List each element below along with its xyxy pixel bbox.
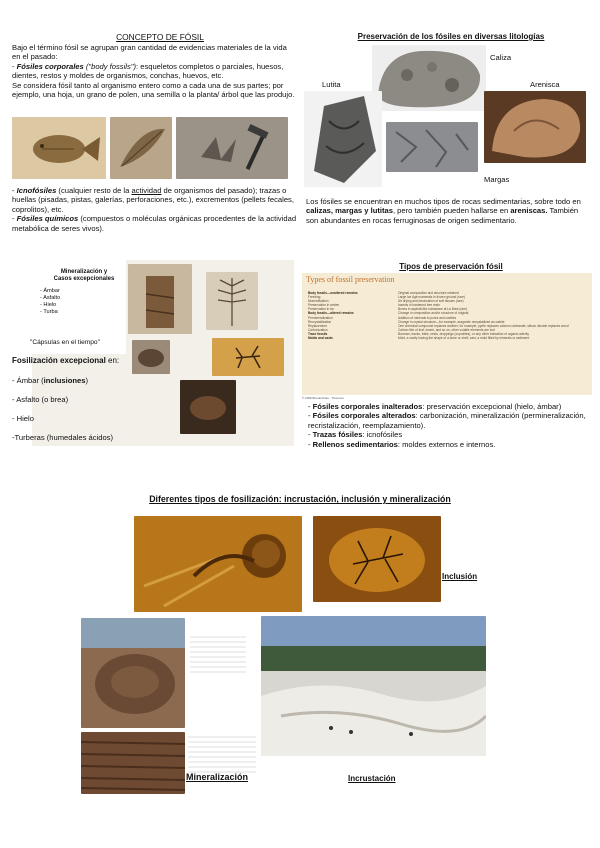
tipos-list xyxy=(308,402,592,449)
figure-title-1: Mineralización y xyxy=(60,269,108,275)
litologias-bold-2: areniscas. xyxy=(510,206,548,216)
amber-insect-photo xyxy=(212,338,284,376)
leaf-fossil-photo xyxy=(110,117,172,179)
mineral-figure-notes xyxy=(188,736,256,776)
whole-organism-text: Se considera fósil tanto al organismo entero como a cada una de sus partes; por ejemplo, una hoja, un grano de polen, una semilla o la planta/ árbol que las produjo. xyxy=(12,80,295,100)
table-cell-type: Replacement xyxy=(308,323,327,328)
amber-mosquito-photo xyxy=(313,516,441,602)
tipos-item: - Fósiles corporales inalterados: preservación excepcional (hielo, ámbar) xyxy=(308,402,562,411)
dinosaur-track-photo xyxy=(176,117,288,179)
figure-title-2: Casos excepcionales xyxy=(53,276,115,282)
table-cell-description: Bones in asphalt-like substance at La Brea (rare) xyxy=(398,307,468,312)
concepto-intro: Bajo el término fósil se agrupan gran cantidad de evidencias materiales de la vida en el pasado: xyxy=(12,43,287,62)
icno-link[interactable]: actividad xyxy=(131,186,162,195)
table-cell-description: Air drying and desiccation of soft tissues (rare) xyxy=(398,299,464,304)
exceptional-heading xyxy=(12,356,142,366)
table-cell-type: Recrystallization xyxy=(308,319,332,324)
table-cell-description: Mold, a cavity having the shape of a bone or shell; cast, a mold filled by minerals or sediment xyxy=(398,336,530,341)
amber-after: ) xyxy=(85,376,88,385)
fish-fossil-photo xyxy=(12,117,106,179)
mineralizacion-label: Mineralización xyxy=(186,772,249,782)
preservation-table xyxy=(302,273,592,395)
inclusion-label: Inclusión xyxy=(442,572,478,581)
litologias-text-c: También son abundantes en rocas ferruginosas de origen sedimentario. xyxy=(306,206,579,225)
lutita-label: Lutita xyxy=(322,80,341,89)
table-cell-type: Preservation in tar xyxy=(308,307,334,312)
tipos-item-label: Fósiles corporales inalterados xyxy=(312,402,423,411)
tipos-item-text: : moldes externos e internos. xyxy=(397,439,496,449)
chem-text: (compuestos o moléculas orgánicas procedentes de la actividad metabólica de seres vivos). xyxy=(12,214,297,233)
exceptional-item-ice: - Hielo xyxy=(12,414,34,423)
tipos-item: - Rellenos sedimentarios: moldes externos e internos. xyxy=(308,439,496,449)
icno-text: - Icnofósiles (cualquier resto de la actividad de organismos del pasado); trazas o huellas (pisadas, pistas, galerías, perforaciones, etc.), excrementos (pellets fecales, coprolitos), etc. - Fósiles químicos (compuestos o moléculas orgánicas procedentes de la actividad metabólica de seres vivos). xyxy=(12,186,297,233)
table-cell-type: Permineralization xyxy=(308,315,333,320)
incrustacion-label: Incrustación xyxy=(348,774,396,783)
arenisca-photo xyxy=(484,91,586,163)
exceptional-item-peat: -Turberas (humedales ácidos) xyxy=(12,433,114,442)
caliza-photo xyxy=(372,45,486,111)
wood-grain-photo xyxy=(81,732,185,794)
body-fossils-en: ("body fossils") xyxy=(85,61,136,71)
table-cell-description: Addition of minerals to pores and cavities xyxy=(398,315,457,320)
table-cell-description: Large Ice Age mammals in frozen ground (rare) xyxy=(398,295,465,300)
figure-item: - Ámbar xyxy=(40,288,60,294)
body-fossils-label: Fósiles corporales xyxy=(16,61,84,71)
litologias-text-b: , pero también pueden hallarse en xyxy=(392,206,511,216)
table-credit: © 2006 Brooks/Cole - Thomson xyxy=(302,396,345,400)
table-cell-type: Body fossils—altered remains xyxy=(308,311,354,316)
lutita-photo xyxy=(304,91,382,187)
figure-title xyxy=(44,269,124,283)
table-heading: Types of fossil preservation xyxy=(306,275,395,284)
travertine-terraces-photo xyxy=(261,616,486,756)
table-cell-type: Freezing xyxy=(308,295,321,300)
table-cell-type: Trace fossils xyxy=(308,331,328,336)
exceptional-figure xyxy=(32,260,294,446)
caliza-label: Caliza xyxy=(490,53,512,62)
tipos-item-label: Rellenos sedimentarios xyxy=(312,439,398,449)
exceptional-item-amber xyxy=(12,376,88,385)
body-fossils-text: : esqueletos completos o parciales, huesos, dientes, restos y moldes de organismos, conchas, huevos, etc. xyxy=(12,61,284,81)
table-cell-description: Insects in hardened tree resin xyxy=(398,303,440,308)
icno-text-b: de organismos del pasado); trazas o huellas (pisadas, pistas, galerías, perforaciones, etc.), excrementos (pellets fecales, coprolitos), etc. xyxy=(12,186,294,214)
amber-inner: inclusiones xyxy=(43,376,86,385)
table-cell-type: Body fossils—unaltered remains xyxy=(308,291,358,295)
tipos-item-label: Fósiles corporales alterados xyxy=(312,411,416,421)
table-cell-description: One chemical compound replaces another; for example, pyrite replaces calcium carbonate, silicon dioxide replaces wood xyxy=(398,323,569,328)
litologias-text-a: Los fósiles se encuentran en muchos tipos de rocas sedimentarias, sobre todo en xyxy=(306,197,581,206)
fern-fossil-photo xyxy=(206,272,258,330)
fosilizacion-title: Diferentes tipos de fosilización: incrustación, inclusión y mineralización xyxy=(149,494,451,504)
tipos-item-text: : icnofósiles xyxy=(362,430,403,440)
bog-body-photo xyxy=(180,380,236,434)
figure-items xyxy=(40,288,60,316)
tipos-item-label: Trazas fósiles xyxy=(312,430,363,440)
table-row xyxy=(308,336,588,340)
petrified-wood-photo xyxy=(81,618,185,728)
figure-item: - Asfalto xyxy=(40,295,61,301)
arenisca-label: Arenisca xyxy=(530,80,560,89)
icno-text-a: (cualquier resto de la xyxy=(56,186,132,195)
mineral-figure-panel xyxy=(188,618,256,736)
table-cell-description: Change in crystal structure—for example, aragonite recrystallized as calcite xyxy=(398,319,505,324)
table-cell-description: Carbon film of leaf, insect, and so on, other volatile elements are lost xyxy=(398,327,495,332)
table-cell-type: Preservation in amber xyxy=(308,303,340,308)
tipos-item-text: : preservación excepcional (hielo, ámbar) xyxy=(422,402,562,411)
chem-label: Fósiles químicos xyxy=(16,214,79,224)
capsule-text: "Cápsulas en el tiempo" xyxy=(30,339,100,346)
litologias-title: Preservación de los fósiles en diversas litologías xyxy=(357,32,545,41)
margas-label: Margas xyxy=(484,175,510,184)
exceptional-heading-bold: Fosilización excepcional xyxy=(12,356,106,365)
margas-photo xyxy=(386,122,478,172)
table-cell-description: Change in composition and/or structure of original xyxy=(398,311,469,316)
table-cell-type: Mummification xyxy=(308,299,329,304)
figure-item: - Turba xyxy=(40,309,58,315)
tipos-title: Tipos de preservación fósil xyxy=(399,262,503,271)
litologias-bold-1: calizas, margas y lutitas xyxy=(306,206,393,216)
tipos-item-text: : carbonización, mineralización (permineralización, recristalización, reemplazamiento). xyxy=(308,411,586,430)
table-cell-type: Carbonization xyxy=(308,327,328,332)
table-cell-description: Burrows, tracks, trails, nests, droppings (coprolites), or any other indication of organic activity xyxy=(398,331,529,336)
table-cell-type: Molds and casts xyxy=(308,336,333,341)
amber-insect-closeup-photo xyxy=(134,516,302,612)
tipos-item: - Trazas fósiles: icnofósiles xyxy=(308,430,403,440)
figure-item: - Hielo xyxy=(40,302,57,308)
exceptional-item-asphalt: - Asfalto (o brea) xyxy=(12,395,69,404)
concepto-title: CONCEPTO DE FÓSIL xyxy=(116,32,204,42)
icno-label: Icnofósiles xyxy=(16,186,57,195)
concepto-text: Bajo el término fósil se agrupan gran cantidad de evidencias materiales de la vida en el pasado: - Fósiles corporales ("body fossils"): esqueletos completos o parciales, huesos, dientes, restos y moldes de organismos, conchas, huevos, etc. Se considera fósil tanto al organismo entero como a cada una de sus partes; por ejemplo, una hoja, un grano de polen, una semilla o la planta/ árbol que las produjo. xyxy=(12,43,295,100)
preservation-table-body xyxy=(308,291,588,340)
petrified-tree-photo xyxy=(128,264,192,334)
litologias-text xyxy=(306,197,590,225)
amber-before: - Ámbar ( xyxy=(12,376,44,385)
exceptional-heading-rest: en: xyxy=(105,356,120,365)
table-cell-description: Original composition and structure retained xyxy=(398,291,459,295)
tipos-item: - Fósiles corporales alterados: carbonización, mineralización (permineralización, recristalización, reemplazamiento). xyxy=(308,411,586,430)
